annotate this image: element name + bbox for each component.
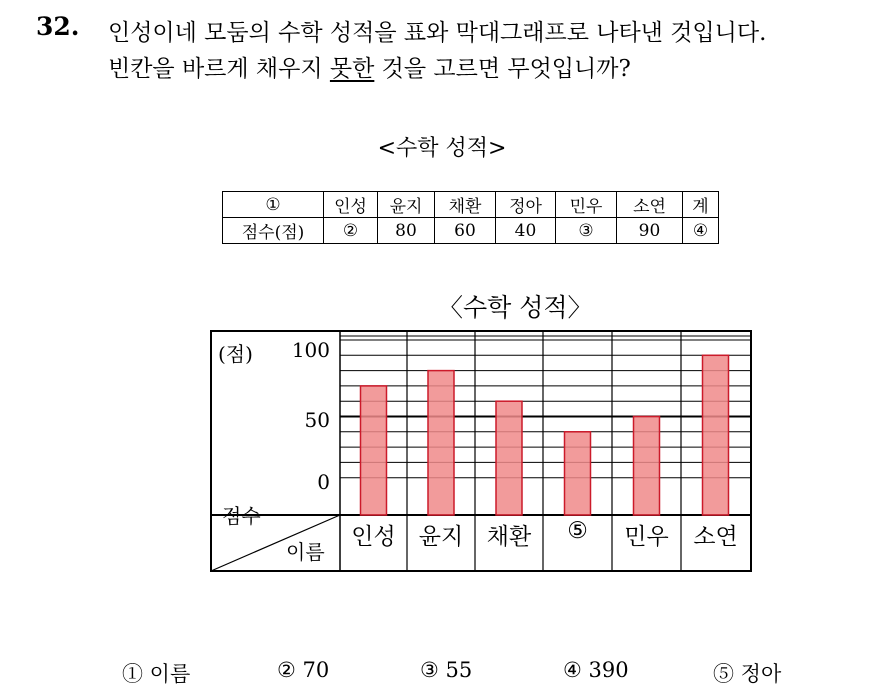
table-cell: 90: [617, 218, 683, 244]
question-text-line1: 인성이네 모둠의 수학 성적을 표와 막대그래프로 나타낸 것입니다.: [108, 20, 767, 46]
underlined-word: 못한: [329, 56, 375, 82]
table-header-cell: 정아: [496, 192, 556, 218]
choice-1[interactable]: ① 이름: [122, 662, 191, 686]
table-cell: ③: [556, 218, 617, 244]
table-cell: 80: [378, 218, 435, 244]
table-header-cell: 소연: [617, 192, 683, 218]
table-header-row: [223, 192, 719, 218]
table-title: <수학 성적>: [377, 136, 507, 161]
y-axis-unit-label: (점): [218, 342, 253, 366]
table-cell: 40: [496, 218, 556, 244]
corner-label-score: 점수: [222, 504, 261, 528]
chart-title: 〈수학 성적〉: [438, 293, 593, 322]
bar-소연: [703, 355, 729, 515]
table-data-row: [223, 218, 719, 244]
table-cell: ②: [324, 218, 378, 244]
category-label: 윤지: [418, 524, 464, 550]
choice-5[interactable]: ⑤ 정아: [713, 662, 782, 686]
bar-윤지: [428, 371, 454, 515]
table-header-cell: ①: [223, 192, 324, 218]
table-header-cell: 계: [683, 192, 719, 218]
choice-4[interactable]: ④ 390: [563, 658, 629, 682]
table-header-cell: 윤지: [378, 192, 435, 218]
bar-chart: [210, 330, 752, 572]
category-label: 인성: [351, 524, 396, 550]
table-cell: ④: [683, 218, 719, 244]
bar-민우: [634, 417, 660, 516]
category-label: 채환: [486, 524, 532, 550]
choice-2[interactable]: ② 70: [277, 658, 330, 682]
question-text-line2: [108, 50, 631, 83]
score-table: [222, 191, 719, 244]
category-label: 소연: [693, 524, 738, 550]
question-number: 32.: [36, 12, 80, 41]
table-header-cell: 인성: [324, 192, 378, 218]
question-text-pre: 빈칸을 바르게 채우지: [108, 56, 330, 82]
table-cell: 점수(점): [223, 218, 324, 244]
table-header-cell: 채환: [435, 192, 496, 218]
table-cell: 60: [435, 218, 496, 244]
y-tick-label: 100: [291, 338, 330, 362]
table-header-cell: 민우: [556, 192, 617, 218]
category-label: 민우: [624, 524, 669, 550]
bar-⑤: [565, 432, 591, 515]
corner-label-name: 이름: [286, 540, 325, 564]
category-label: ⑤: [567, 518, 588, 544]
y-tick-label: 0: [317, 470, 330, 494]
question-text-post: 것을 고르면 무엇입니까?: [374, 56, 631, 82]
y-tick-label: 50: [304, 408, 330, 432]
bar-채환: [496, 401, 522, 515]
choice-3[interactable]: ③ 55: [420, 658, 473, 682]
bar-인성: [361, 386, 387, 515]
